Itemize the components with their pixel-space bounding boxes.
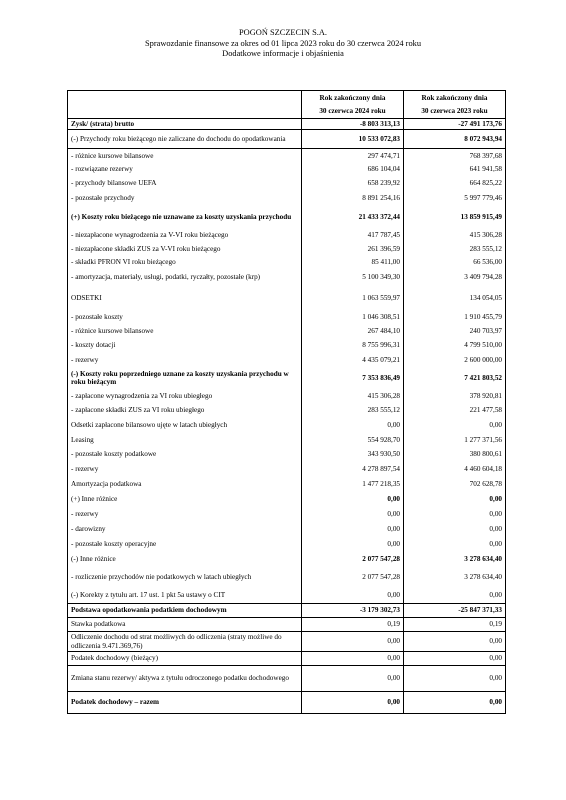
row-label: - przychody bilansowe UEFA — [68, 177, 302, 191]
table-row — [68, 339, 506, 353]
row-value-2023: 240 703,97 — [404, 325, 506, 339]
row-value-2023: 7 421 803,52 — [404, 368, 506, 389]
row-value-2024: 5 100 349,30 — [302, 268, 404, 287]
row-label: - różnice kursowe bilansowe — [68, 325, 302, 339]
table-row — [68, 507, 506, 522]
row-label: - rozwiązane rezerwy — [68, 163, 302, 177]
row-label: - amortyzacja, materiały, usługi, podatki, ryczałty, pozostałe (krp) — [68, 268, 302, 287]
row-value-2024: 0,00 — [302, 588, 404, 604]
row-value-2023: 283 555,12 — [404, 243, 506, 257]
row-value-2024: 283 555,12 — [302, 404, 404, 418]
row-value-2023: 0,00 — [404, 666, 506, 692]
row-label: Podatek dochodowy (bieżący) — [68, 652, 302, 666]
table-row — [68, 287, 506, 310]
row-value-2024: 21 433 372,44 — [302, 207, 404, 228]
row-value-2024: 2 077 547,28 — [302, 567, 404, 588]
table-row — [68, 404, 506, 418]
table-row — [68, 448, 506, 462]
row-label: - rezerwy — [68, 462, 302, 477]
row-value-2023: 415 306,28 — [404, 228, 506, 243]
row-label: Podstawa opodatkowania podatkiem dochodowym — [68, 604, 302, 618]
row-label: Leasing — [68, 434, 302, 448]
row-value-2024: 0,00 — [302, 537, 404, 552]
table-row — [68, 257, 506, 268]
table-row — [68, 434, 506, 448]
table-row — [68, 191, 506, 207]
row-label: (-) Przychody roku bieżącego nie zaliczane do dochodu do opodatkowania — [68, 130, 302, 149]
row-value-2023: 221 477,58 — [404, 404, 506, 418]
row-value-2023: 702 628,78 — [404, 477, 506, 492]
row-value-2023: 1 910 455,79 — [404, 310, 506, 325]
row-value-2024: 4 435 079,21 — [302, 353, 404, 368]
row-value-2024: 0,00 — [302, 692, 404, 714]
row-value-2024: 415 306,28 — [302, 389, 404, 404]
row-label: (-) Koszty roku poprzedniego uznane za koszty uzyskania przychodu w roku bieżącym — [68, 368, 302, 389]
table-row — [68, 418, 506, 434]
row-value-2024: 417 787,45 — [302, 228, 404, 243]
row-value-2023: 664 825,22 — [404, 177, 506, 191]
row-label: - zapłacone składki ZUS za VI roku ubiegłego — [68, 404, 302, 418]
row-value-2023: 66 536,00 — [404, 257, 506, 268]
header-empty-cell — [68, 105, 302, 119]
row-value-2024: 0,00 — [302, 522, 404, 537]
row-label: - pozostałe przychody — [68, 191, 302, 207]
table-row — [68, 177, 506, 191]
table-row — [68, 389, 506, 404]
col2-header-line1: Rok zakończony dnia — [404, 91, 506, 105]
row-value-2023: 4 799 510,00 — [404, 339, 506, 353]
table-row — [68, 522, 506, 537]
row-label: (+) Inne różnice — [68, 492, 302, 507]
report-subtitle: Dodatkowe informacje i objaśnienia — [222, 49, 344, 58]
row-label: Zysk/ (strata) brutto — [68, 119, 302, 130]
row-value-2024: 0,19 — [302, 618, 404, 632]
row-value-2024: 267 484,10 — [302, 325, 404, 339]
row-value-2024: 1 063 559,97 — [302, 287, 404, 310]
row-label: Odliczenie dochodu od strat możliwych do odliczenia (straty możliwe do odliczenia 9.471.369,76) — [68, 632, 302, 652]
row-label: Odsetki zapłacone bilansowo ujęte w latach ubiegłych — [68, 418, 302, 434]
table-row — [68, 692, 506, 714]
table-row — [68, 567, 506, 588]
table-row — [68, 207, 506, 228]
table-row — [68, 325, 506, 339]
row-value-2024: 0,00 — [302, 507, 404, 522]
table-row — [68, 618, 506, 632]
row-label: (+) Koszty roku bieżącego nie uznawane za koszty uzyskania przychodu — [68, 207, 302, 228]
row-value-2024: 261 396,59 — [302, 243, 404, 257]
row-value-2024: -3 179 302,73 — [302, 604, 404, 618]
row-label: - koszty dotacji — [68, 339, 302, 353]
row-value-2023: 4 460 604,18 — [404, 462, 506, 477]
table-row — [68, 119, 506, 130]
table-row — [68, 492, 506, 507]
table-row — [68, 368, 506, 389]
row-label: - różnice kursowe bilansowe — [68, 149, 302, 163]
table-row — [68, 353, 506, 368]
table-row — [68, 604, 506, 618]
row-value-2024: 1 477 218,35 — [302, 477, 404, 492]
table-row — [68, 163, 506, 177]
row-value-2023: 0,00 — [404, 692, 506, 714]
row-value-2023: 5 997 779,46 — [404, 191, 506, 207]
row-value-2024: 2 077 547,28 — [302, 552, 404, 567]
column-header-row-2 — [68, 105, 506, 119]
row-value-2023: 2 600 000,00 — [404, 353, 506, 368]
row-value-2024: 7 353 836,49 — [302, 368, 404, 389]
row-value-2023: 378 920,81 — [404, 389, 506, 404]
row-value-2023: 0,00 — [404, 418, 506, 434]
report-title: Sprawozdanie finansowe za okres od 01 lipca 2023 roku do 30 czerwca 2024 roku — [144, 38, 422, 48]
row-label: (-) Inne różnice — [68, 552, 302, 567]
row-value-2024: 686 104,04 — [302, 163, 404, 177]
row-value-2024: 0,00 — [302, 652, 404, 666]
row-label: - pozostałe koszty — [68, 310, 302, 325]
row-value-2023: 134 054,05 — [404, 287, 506, 310]
row-value-2023: 380 800,61 — [404, 448, 506, 462]
row-label: Zmiana stanu rezerwy/ aktywa z tytułu odroczonego podatku dochodowego — [68, 666, 302, 692]
table-row — [68, 130, 506, 149]
table-row — [68, 149, 506, 163]
row-value-2024: 8 755 996,31 — [302, 339, 404, 353]
row-label: - darowizny — [68, 522, 302, 537]
table-row — [68, 537, 506, 552]
row-value-2023: 0,19 — [404, 618, 506, 632]
row-label: Amortyzacja podatkowa — [68, 477, 302, 492]
col1-header-line1: Rok zakończony dnia — [302, 91, 404, 105]
row-label: - niezapłacone składki ZUS za V-VI roku bieżącego — [68, 243, 302, 257]
row-label: - zapłacone wynagrodzenia za VI roku ubiegłego — [68, 389, 302, 404]
table-row — [68, 462, 506, 477]
table-row — [68, 268, 506, 287]
row-label: Stawka podatkowa — [68, 618, 302, 632]
row-label: - niezapłacone wynagrodzenia za V-VI roku bieżącego — [68, 228, 302, 243]
row-value-2023: -27 491 173,76 — [404, 119, 506, 130]
row-value-2024: 554 928,70 — [302, 434, 404, 448]
row-label: - rezerwy — [68, 507, 302, 522]
tax-reconciliation-table — [67, 90, 506, 714]
row-value-2023: 3 278 634,40 — [404, 567, 506, 588]
row-value-2024: 1 046 308,51 — [302, 310, 404, 325]
table-row — [68, 477, 506, 492]
row-value-2023: 0,00 — [404, 522, 506, 537]
row-value-2023: 0,00 — [404, 652, 506, 666]
row-value-2023: 0,00 — [404, 588, 506, 604]
table-row — [68, 632, 506, 652]
company-name: POGOŃ SZCZECIN S.A. — [239, 28, 327, 37]
row-value-2023: 3 278 634,40 — [404, 552, 506, 567]
table-row — [68, 228, 506, 243]
row-value-2023: 0,00 — [404, 492, 506, 507]
col2-header-line2: 30 czerwca 2023 roku — [404, 105, 506, 119]
row-value-2024: 10 533 072,83 — [302, 130, 404, 149]
row-value-2024: -8 803 313,13 — [302, 119, 404, 130]
table-row — [68, 310, 506, 325]
row-label: ODSETKI — [68, 287, 302, 310]
table-row — [68, 666, 506, 692]
table-row — [68, 243, 506, 257]
row-value-2023: 0,00 — [404, 537, 506, 552]
row-value-2023: 641 941,58 — [404, 163, 506, 177]
row-value-2023: 3 409 794,28 — [404, 268, 506, 287]
table-row — [68, 588, 506, 604]
row-value-2024: 0,00 — [302, 418, 404, 434]
row-value-2024: 297 474,71 — [302, 149, 404, 163]
row-value-2023: 0,00 — [404, 632, 506, 652]
row-label: - składki PFRON VI roku bieżącego — [68, 257, 302, 268]
header-empty-cell — [68, 91, 302, 105]
row-value-2023: 8 072 943,94 — [404, 130, 506, 149]
row-label: (-) Korekty z tytułu art. 17 ust. 1 pkt 5a ustawy o CIT — [68, 588, 302, 604]
row-value-2024: 0,00 — [302, 492, 404, 507]
table-row — [68, 652, 506, 666]
row-value-2024: 0,00 — [302, 666, 404, 692]
column-header-row-1 — [68, 91, 506, 105]
row-label: - pozostałe koszty operacyjne — [68, 537, 302, 552]
row-value-2023: 13 859 915,49 — [404, 207, 506, 228]
row-value-2024: 4 278 897,54 — [302, 462, 404, 477]
row-value-2024: 343 930,50 — [302, 448, 404, 462]
row-label: - rezerwy — [68, 353, 302, 368]
row-label: Podatek dochodowy – razem — [68, 692, 302, 714]
row-value-2024: 658 239,92 — [302, 177, 404, 191]
col1-header-line2: 30 czerwca 2024 roku — [302, 105, 404, 119]
row-value-2024: 0,00 — [302, 632, 404, 652]
row-value-2023: 768 397,68 — [404, 149, 506, 163]
row-label: - rozliczenie przychodów nie podatkowych w latach ubiegłych — [68, 567, 302, 588]
row-value-2023: 1 277 371,56 — [404, 434, 506, 448]
document-header — [0, 28, 566, 60]
row-label: - pozostałe koszty podatkowe — [68, 448, 302, 462]
table-row — [68, 552, 506, 567]
row-value-2024: 85 411,00 — [302, 257, 404, 268]
row-value-2024: 8 891 254,16 — [302, 191, 404, 207]
row-value-2023: 0,00 — [404, 507, 506, 522]
row-value-2023: -25 847 371,33 — [404, 604, 506, 618]
